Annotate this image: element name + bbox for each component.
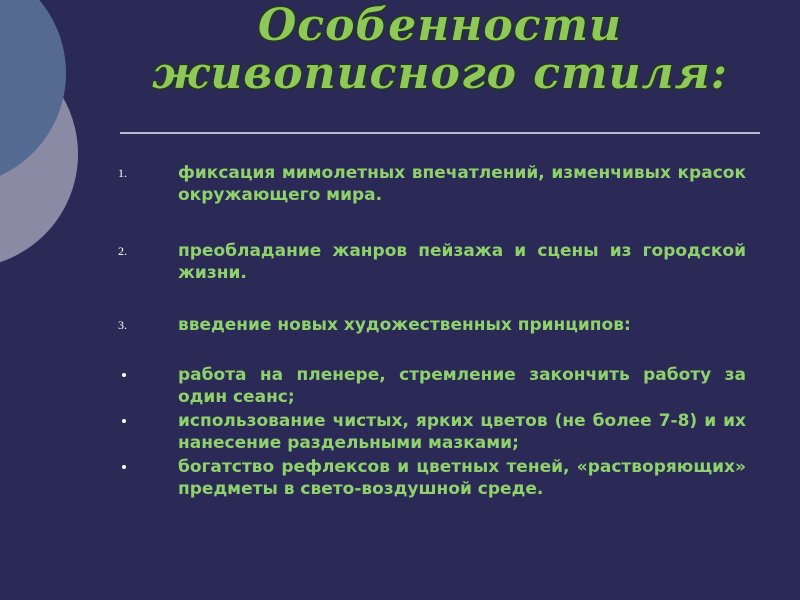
list-item-text: богатство рефлексов и цветных теней, «растворяющих» предметы в свето-воздушной среде. [178,457,746,499]
bullet-icon [122,419,126,423]
list-number: 2. [118,244,127,258]
list-number: 3. [118,318,127,332]
divider-line [120,132,760,134]
list-item-text: преобладание жанров пейзажа и сцены из городской жизни. [178,241,746,283]
list-item-text: фиксация мимолетных впечатлений, изменчивых красок окружающего мира. [178,163,746,205]
list-item-text: работа на пленере, стремление закончить работу за один сеанс; [178,365,746,407]
list-number: 1. [118,166,127,180]
bullet-icon [122,373,126,377]
list-item-text: использование чистых, ярких цветов (не более 7-8) и их нанесение раздельными мазками; [178,411,746,453]
list-item-text: введение новых художественных принципов: [178,315,631,335]
slide-title: Особенности живописного стиля: [151,0,729,99]
bullet-icon [122,465,126,469]
